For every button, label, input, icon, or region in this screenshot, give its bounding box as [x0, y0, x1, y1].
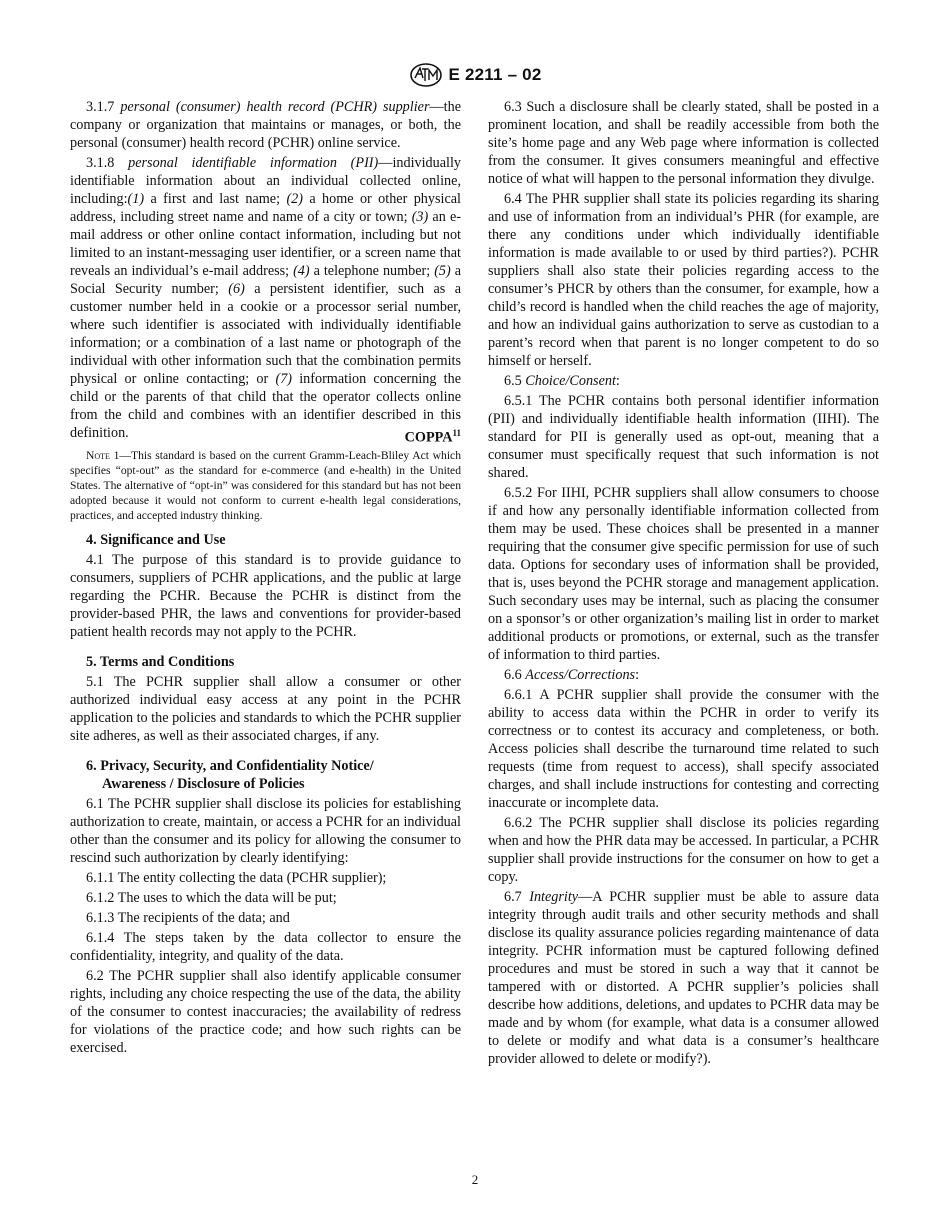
heading-section-4: 4. Significance and Use — [86, 532, 226, 548]
page-header — [0, 62, 950, 88]
heading-section-5: 5. Terms and Conditions — [86, 654, 235, 670]
heading-section-6: 6. Privacy, Security, and Confidentiality Notice/ Awareness / Disclosure of Policies — [86, 758, 374, 792]
section-6-2: 6.2 The PCHR supplier shall also identify applicable consumer rights, including any choice respecting the use of the data, the ability of the consumer to contest inaccuracies; the availability of redress for violations of the practice code; and how such rights can be exercised. — [70, 968, 461, 1056]
page-number: 2 — [471, 1172, 479, 1187]
section-6-5: 6.5 Choice/Consent: — [504, 373, 620, 389]
section-4-1: 4.1 The purpose of this standard is to provide guidance to consumers, suppliers of PCHR applications, and the public at large regarding the PCHR. Because the PCHR is distinct from the provider-based PHR, the laws and conventions for provider-based patient health records may not apply to the PCHR. — [70, 552, 461, 640]
section-3-1-8: 3.1.8 personal identifiable information (PII)—individually identifiable information about an individual collected online, including:(1) a first and last name; (2) a home or other physical address, including street name and name of a city or town; (3) an e-mail address or other online contact information, including but not limited to an instant-messaging user identifier, or a screen name that reveals an individual’s e-mail address; (4) a telephone number; (5) a Social Security number; (6) a persistent identifier, such as a customer number held in a cookie or a processor serial number, where such identifier is associated with individually identifiable information; or a combination of a last name or photograph of the individual with other information such that the combination permits physical or online contacting; or (7) information concerning the child or the parents of that child that the operator collects online from the child and combines with an identifier described in this definition. COPPA$^{11}$ — [70, 155, 462, 446]
section-6-4: 6.4 The PHR supplier shall state its policies regarding its sharing and use of information from an individual’s PHR (for example, are there any conditions under which individually identifiable information is made available to or used by third parties?). PCHR suppliers shall also state their policies regarding access to the consumer’s PHCR by others than the consumer, for example, how a child’s record is handled when the child reaches the age of majority, and how an individual gains authorization to serve as custodian to a parent’s record when that parent is no longer competent to do so himself or herself. — [488, 191, 879, 369]
section-6-5-2: 6.5.2 For IIHI, PCHR suppliers shall allow consumers to choose if and how any personally identifiable information collected from them may be used. These choices shall be presented in a manner requiring that the consumer give specific permission for use of such data. Options for secondary uses of information shall be provided, that is, uses beyond the PCHR storage and management application. Such secondary uses may be internal, such as placing the consumer on a sponsor’s or other organization’s mailing list in order to market additional products or promotions, or external, such as the transfer of information to third parties. — [488, 485, 879, 663]
astm-logo-icon — [409, 62, 443, 88]
section-6-7: 6.7 Integrity—A PCHR supplier must be able to assure data integrity through audit trails and other security methods and shall disclose its quality assurance policies regarding maintenance of data integrity. PCHR information must be captured following defined procedures and must be stored in such a way that it cannot be tampered with or distorted. A PCHR supplier’s policies shall describe how additions, deletions, and updates to PCHR data may be made and by whom (for example, what data is a consumer allowed to delete or modify and what data is a consumer’s healthcare provider allowed to delete or modify?). — [488, 889, 880, 1067]
section-6-6-2: 6.6.2 The PCHR supplier shall disclose its policies regarding when and how the PHR data may be accessed. In particular, a PCHR supplier shall provide instructions for the consumer on how to get a copy. — [488, 815, 879, 885]
section-6-3: 6.3 Such a disclosure shall be clearly stated, shall be posted in a prominent location, and shall be readily accessible from both the site’s home page and any Web page where information is collected from the consumer. It gives consumers meaningful and effective notice of what will happen to the personal information they divulge. — [488, 99, 879, 187]
section-6-1-1: 6.1.1 The entity collecting the data (PCHR supplier); — [86, 870, 387, 886]
right-column — [488, 98, 879, 1070]
section-6-6: 6.6 Access/Corrections: — [504, 667, 640, 683]
section-6-1-3: 6.1.3 The recipients of the data; and — [86, 910, 290, 926]
section-5-1: 5.1 The PCHR supplier shall allow a consumer or other authorized individual easy access at any point in the PCHR application to the policies and standards to which the PCHR supplier site adheres, as well as their associated charges, if any. — [70, 674, 461, 744]
left-column — [70, 98, 461, 1059]
standard-designation: E 2211 – 02 — [448, 65, 542, 84]
section-6-1-2: 6.1.2 The uses to which the data will be put; — [86, 890, 337, 906]
section-6-6-1: 6.6.1 A PCHR supplier shall provide the consumer with the ability to access data within the PCHR in order to verify its correctness or to contest its accuracy and completeness, or both. Access policies shall describe the turnaround time related to such requests (time from request to access), shall specify associated charges, and shall include instructions for contesting and correcting inaccurate or incomplete data. — [488, 687, 879, 811]
section-3-1-7: 3.1.7 personal (consumer) health record (PCHR) supplier—the company or organization that maintains or manages, or both, the personal (consumer) health record (PCHR) online service. — [70, 99, 462, 151]
section-6-1-4: 6.1.4 The steps taken by the data collector to ensure the confidentiality, integrity, and quality of the data. — [70, 930, 461, 964]
section-6-5-1: 6.5.1 The PCHR contains both personal identifier information (PII) and individually identifiable health information (IIHI). The standard for PII is generally used as opt-out, meaning that a consumer must specifically request that such information is not shared. — [488, 393, 879, 481]
section-6-1: 6.1 The PCHR supplier shall disclose its policies for establishing authorization to create, maintain, or access a PCHR for an individual other than the consumer and its policy for allowing the consumer to rescind such authorization by clearly identifying: — [70, 796, 461, 866]
note-1: Note 1—This standard is based on the current Gramm-Leach-Bliley Act which specifies “opt-out” as the standard for e-commerce (and e-health) in the United States. The alternative of “opt-in” was considered for this standard but has not been adopted because it would not conform to current e-health legal considerations, practices, and accepted industry thinking. — [70, 449, 461, 522]
coppa-reference: COPPA$^{11}$ — [404, 428, 461, 446]
